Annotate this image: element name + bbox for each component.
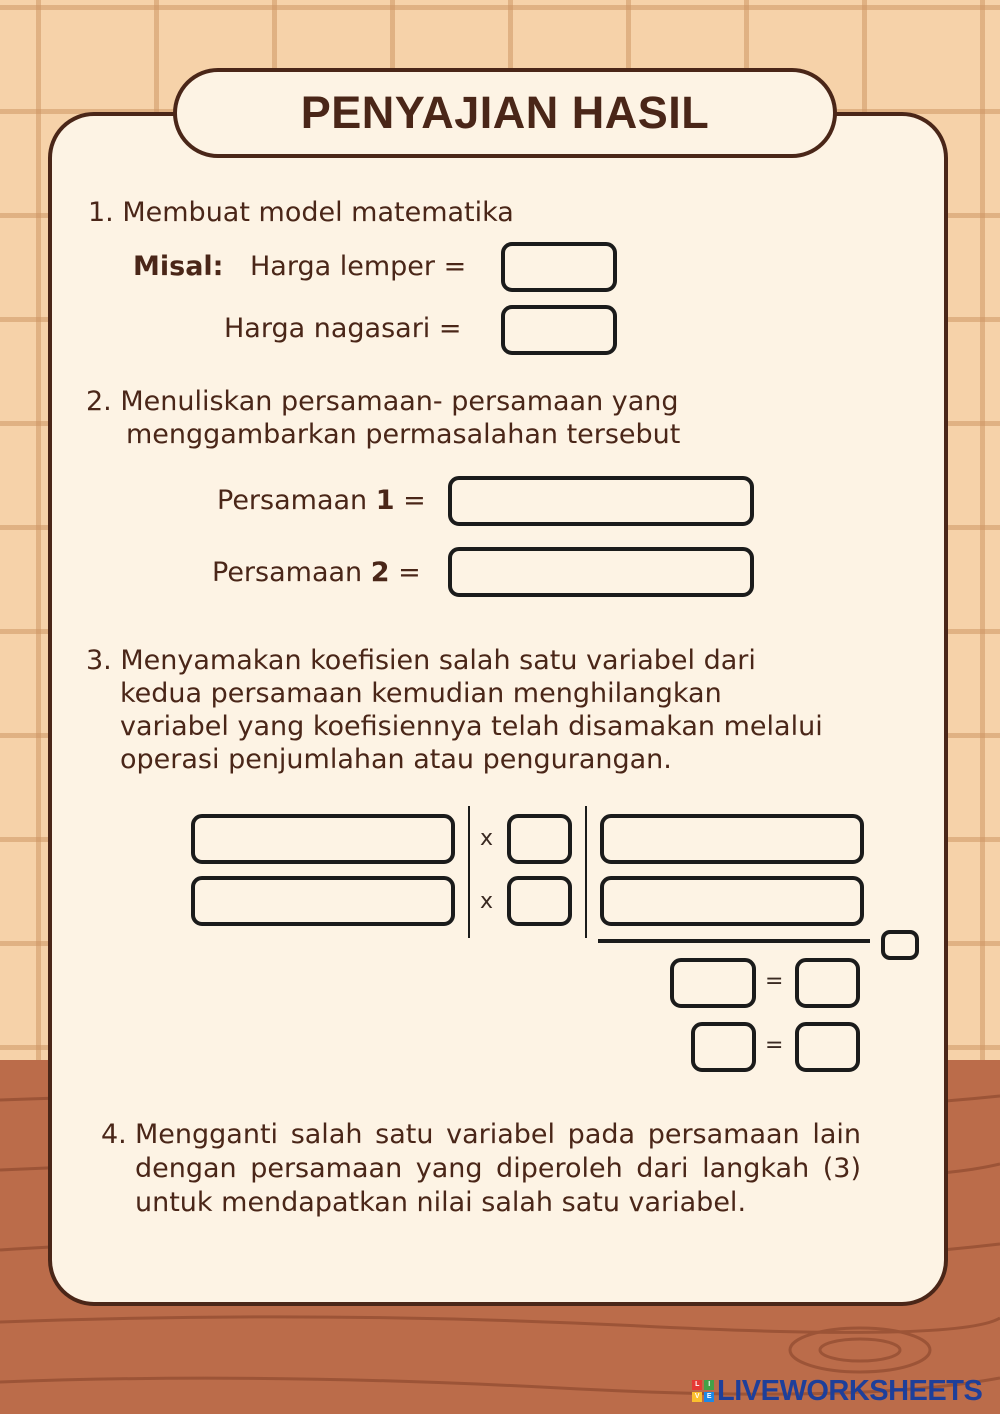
times-sign-2: x: [480, 889, 494, 914]
divider-left: [468, 806, 470, 938]
multiplier-1-input[interactable]: [507, 814, 572, 864]
result-1-right-input[interactable]: [795, 958, 860, 1008]
liveworksheets-logo: [692, 1374, 982, 1408]
step4-number: 4.: [101, 1119, 127, 1150]
equals-sign-1: =: [765, 969, 784, 994]
logo-square-l: L: [692, 1380, 702, 1390]
times-sign-1: x: [480, 826, 494, 851]
persamaan-1-input[interactable]: [448, 476, 754, 526]
persamaan-2-input[interactable]: [448, 547, 754, 597]
elimination-line: [598, 939, 870, 943]
harga-lemper-input[interactable]: [501, 242, 617, 292]
step4-text: Mengganti salah satu variabel pada persamaan lain dengan persamaan yang diperoleh dari langkah (3) untuk mendapatkan nilai salah satu variabel.: [135, 1119, 861, 1218]
operation-sign-input[interactable]: [881, 930, 919, 960]
harga-nagasari-input[interactable]: [501, 305, 617, 355]
misal-label: Misal:: [133, 251, 224, 282]
step3-line3: variabel yang koefisiennya telah disamakan melalui: [120, 711, 823, 742]
harga-lemper-label: Harga lemper =: [250, 251, 467, 282]
liveworksheets-text: LIVEWORKSHEETS: [717, 1374, 983, 1407]
persamaan-2-label: Persamaan 2 =: [212, 557, 421, 588]
scaled-equation-1-input[interactable]: [600, 814, 864, 864]
multiplier-2-input[interactable]: [507, 876, 572, 926]
page-title: PENYAJIAN HASIL: [173, 68, 837, 158]
step3-line1: 3. Menyamakan koefisien salah satu variabel dari: [86, 645, 756, 676]
result-2-left-input[interactable]: [691, 1022, 756, 1072]
result-1-left-input[interactable]: [670, 958, 756, 1008]
divider-right: [585, 806, 587, 938]
step3-line2: kedua persamaan kemudian menghilangkan: [120, 678, 722, 709]
scaled-equation-2-input[interactable]: [600, 876, 864, 926]
logo-square-e: E: [704, 1392, 714, 1402]
result-2-right-input[interactable]: [795, 1022, 860, 1072]
equals-sign-2: =: [765, 1033, 784, 1058]
harga-nagasari-label: Harga nagasari =: [224, 313, 462, 344]
step2-line2: menggambarkan permasalahan tersebut: [126, 419, 681, 450]
step2-line1: 2. Menuliskan persamaan- persamaan yang: [86, 386, 679, 417]
step3-line4: operasi penjumlahan atau pengurangan.: [120, 744, 672, 775]
original-equation-1-input[interactable]: [191, 814, 455, 864]
logo-square-v: V: [692, 1392, 702, 1402]
step1-heading: 1. Membuat model matematika: [88, 197, 514, 228]
logo-square-i: I: [704, 1380, 714, 1390]
liveworksheets-mark-icon: [692, 1380, 714, 1402]
original-equation-2-input[interactable]: [191, 876, 455, 926]
persamaan-1-label: Persamaan 1 =: [217, 485, 426, 516]
